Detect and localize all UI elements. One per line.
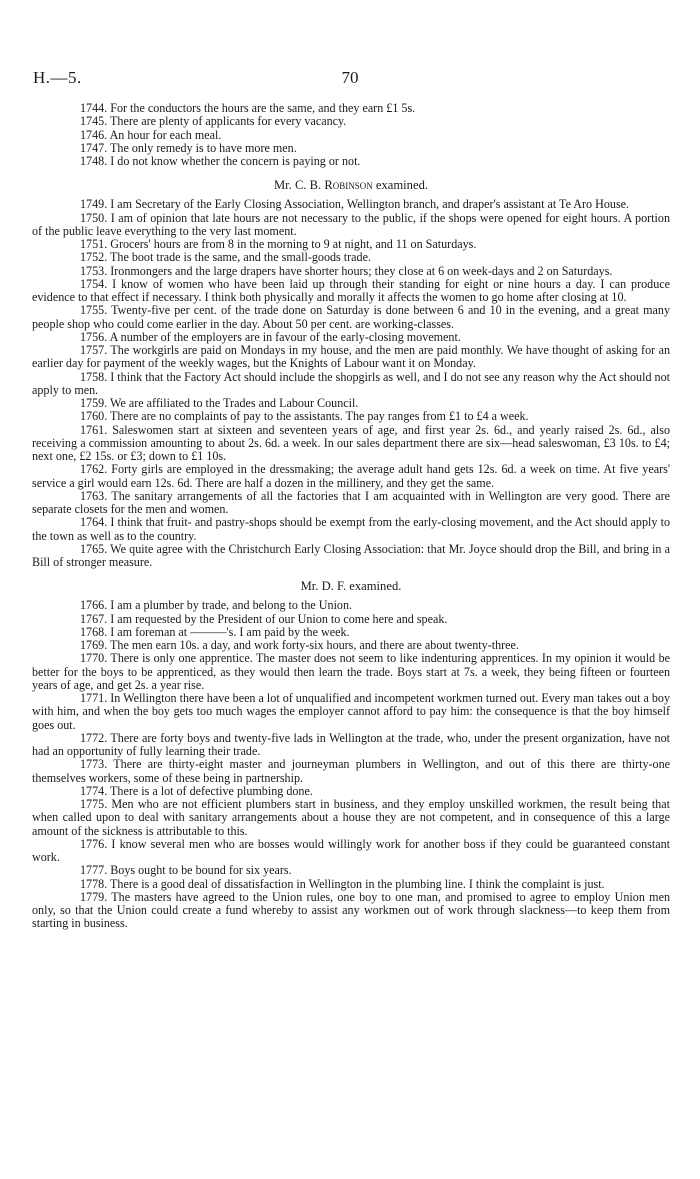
paragraph-group-two [32, 198, 670, 569]
paragraph: 1771. In Wellington there have been a lot of unqualified and incompetent workmen turned out. Every man takes out a boy with him, and when the boy gets too much wages the employer cannot afford to pay him: the consequence is that the boy himself goes out. [32, 691, 670, 732]
paragraph: 1773. There are thirty-eight master and journeyman plumbers in Wellington, and out of this there are thirty-one themselves workers, some of these being in partnership. [32, 757, 670, 785]
page-header [33, 68, 667, 90]
paragraph: 1747. The only remedy is to have more men. [80, 140, 297, 155]
paragraph: 1765. We quite agree with the Christchurch Early Closing Association: that Mr. Joyce should drop the Bill, and bring in a Bill of stronger measure. [32, 541, 670, 569]
heading-name: Robinson [324, 178, 373, 193]
paragraph: 1751. Grocers' hours are from 8 in the morning to 9 at night, and 11 on Saturdays. [80, 237, 477, 251]
paragraph: 1761. Saleswomen start at sixteen and seventeen years of age, and first year 2s. 6d., and yearly raised 2s. 6d., also receiving a commission amounting to about 2s. 6d. a week. In our sales department there are six—head saleswoman, £3 10s. to £4; next one, £2 15s. or £3; down to £1 10s. [32, 422, 670, 463]
paragraph: 1754. I know of women who have been laid up through their standing for eight or nine hours a day. I can produce evidence to that effect if necessary. I think both physically and morally it affects the women to go home after closing at 10. [32, 276, 670, 304]
section-heading-df: Mr. D. F. examined. [300, 579, 402, 594]
paragraph: 1744. For the conductors the hours are the same, and they earn £1 5s. [80, 101, 416, 115]
document-id: H.—5. [33, 68, 82, 87]
paragraph: 1762. Forty girls are employed in the dressmaking; the average adult hand gets 12s. 6d. a week on time. At five years' service a girl would earn 12s. 6d. There are half a dozen in the millinery, and they get the same. [32, 462, 670, 490]
paragraph: 1749. I am Secretary of the Early Closing Association, Wellington branch, and draper's assistant at Te Aro House. [80, 197, 630, 212]
document-body [32, 102, 670, 931]
paragraph: 1757. The workgirls are paid on Mondays in my house, and the men are paid monthly. We have thought of asking for an earlier day for payment of the weekly wages, but the Knights of Labour want it on Monday. [32, 343, 670, 371]
paragraph: 1756. A number of the employers are in favour of the early-closing movement. [80, 329, 461, 344]
paragraph: 1760. There are no complaints of pay to the assistants. The pay ranges from £1 to £4 a week. [80, 409, 529, 424]
paragraph: 1763. The sanitary arrangements of all the factories that I am acquainted with in Wellington are very good. There are separate closets for the men and women. [32, 488, 670, 516]
paragraph: 1759. We are affiliated to the Trades and Labour Council. [80, 396, 359, 410]
paragraph-group-one [32, 102, 670, 168]
paragraph: 1770. There is only one apprentice. The master does not seem to like indenturing apprentices. In my opinion it would be better for the boys to be apprenticed, as they would then learn the trade. Boys start at 7s. a week, they being fifteen or fourteen years of age, and get 2s. a year rise. [32, 651, 670, 692]
paragraph: 1766. I am a plumber by trade, and belong to the Union. [80, 598, 353, 613]
heading-prefix: Mr. C. B. [273, 178, 325, 193]
paragraph: 1764. I think that fruit- and pastry-shops should be exempt from the early-closing movement, and the Act should apply to the town as well as to the country. [32, 515, 670, 543]
paragraph: 1767. I am requested by the President of our Union to come here and speak. [80, 611, 448, 626]
paragraph: 1774. There is a lot of defective plumbing done. [80, 783, 313, 798]
paragraph: 1758. I think that the Factory Act should include the shopgirls as well, and I do not see any reason why the Act should not apply to men. [32, 369, 670, 397]
paragraph: 1753. Ironmongers and the large drapers have shorter hours; they close at 6 on week-days and 2 on Saturdays. [80, 263, 613, 278]
paragraph: 1779. The masters have agreed to the Union rules, one boy to one man, and promised to agree to employ Union men only, so that the Union could create a fund whereby to assist any workmen out of work through slackness—to keep them from starting in business. [32, 889, 670, 931]
paragraph: 1778. There is a good deal of dissatisfaction in Wellington in the plumbing line. I think the complaint is just. [80, 876, 605, 891]
paragraph: 1772. There are forty boys and twenty-five lads in Wellington at the trade, who, under the present organization, have not had an opportunity of fully learning their trade. [32, 730, 670, 758]
paragraph: 1777. Boys ought to be bound for six years. [80, 863, 292, 878]
paragraph-group-three [32, 599, 670, 930]
paragraph: 1776. I know several men who are bosses would willingly work for another boss if they could be guaranteed constant work. [32, 836, 670, 864]
paragraph: 1745. There are plenty of applicants for every vacancy. [80, 114, 347, 129]
paragraph: 1755. Twenty-five per cent. of the trade done on Saturday is done between 6 and 10 in the evening, and a great many people shop who could come earlier in the day. About 50 per cent. are working-classes. [32, 303, 670, 331]
paragraph: 1750. I am of opinion that late hours are not necessary to the public, if the shops were opened for eight hours. A portion of the public leave everything to the very last moment. [32, 210, 670, 238]
page-number: 70 [341, 68, 359, 87]
paragraph: 1748. I do not know whether the concern is paying or not. [80, 154, 361, 168]
paragraph: 1769. The men earn 10s. a day, and work forty-six hours, and there are about twenty-three. [80, 638, 519, 652]
paragraph: 1746. An hour for each meal. [80, 127, 222, 142]
heading-suffix: examined. [372, 178, 429, 193]
paragraph: 1775. Men who are not efficient plumbers start in business, and they employ unskilled workmen, the result being that when called upon to deal with sanitary arrangements about a house they are not competent, and in consequence of this a large amount of the sickness is attributable to this. [32, 797, 670, 838]
paragraph: 1752. The boot trade is the same, and the small-goods trade. [80, 250, 371, 265]
paragraph: 1768. I am foreman at ———'s. I am paid by the week. [80, 624, 350, 639]
section-heading-robinson [32, 178, 670, 192]
